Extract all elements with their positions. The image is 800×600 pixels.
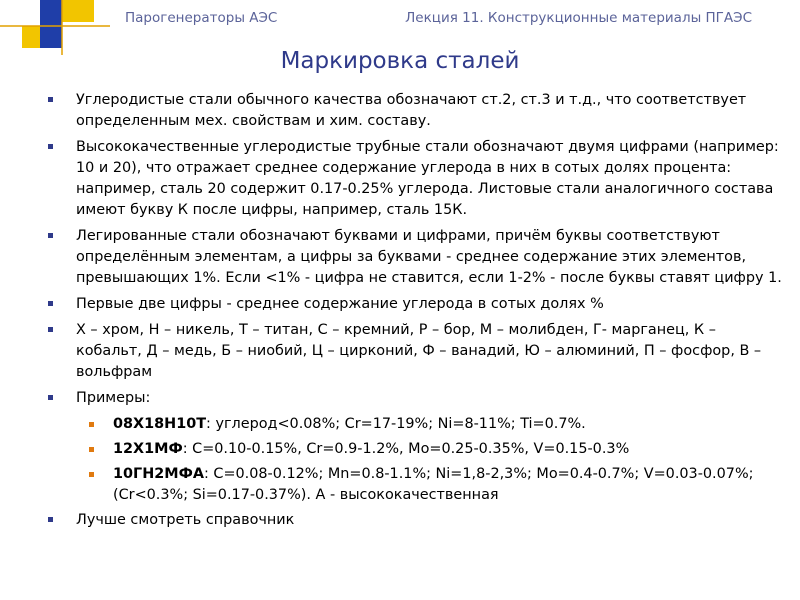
slide-title: Маркировка сталей [280, 48, 520, 74]
orange-bullet-icon [89, 447, 94, 452]
square-bullet-icon [48, 97, 53, 102]
steel-composition: : С=0.10-0.15%, Cr=0.9-1.2%, Mo=0.25-0.35%, V=0.15-0.3% [182, 441, 630, 457]
list-item-text: Высококачественные углеродистые трубные стали обозначают двумя цифрами (например: 10 и 20), что отражает среднее содержание углерода в них в сотых долях процента: например, сталь 20 содержит 0.17-0.25% углерода. Листовые стали аналогичного состава имеют букву К после цифры, например, сталь 15К. [76, 139, 779, 218]
square-bullet-icon [48, 517, 53, 522]
steel-grade: 08Х18Н10Т [113, 416, 207, 432]
list-item [48, 320, 783, 383]
steel-composition: : углерод<0.08%; Cr=17-19%; Ni=8-11%; Ti=0.7%. [206, 416, 586, 432]
example-item [48, 464, 783, 506]
example-item [48, 439, 783, 460]
example-item [48, 414, 783, 435]
square-bullet-icon [48, 233, 53, 238]
square-bullet-icon [48, 327, 53, 332]
list-item [48, 137, 783, 221]
list-item-text: Лучше смотреть справочник [76, 512, 295, 528]
header-course-title: Парогенераторы АЭС [125, 10, 278, 26]
list-item [48, 510, 783, 531]
list-item [48, 294, 783, 315]
list-item [48, 388, 783, 409]
slide-logo [0, 0, 110, 55]
orange-bullet-icon [89, 472, 94, 477]
steel-grade: 10ГН2МФА [113, 466, 204, 482]
steel-grade: 12Х1МФ [113, 441, 183, 457]
square-bullet-icon [48, 144, 53, 149]
slide-content [48, 90, 783, 536]
list-item-text: Примеры: [76, 390, 151, 406]
header-lecture-title: Лекция 11. Конструкционные материалы ПГАЭС [405, 10, 752, 26]
list-item-text: Легированные стали обозначают буквами и цифрами, причём буквы соответствуют определённым элементам, а цифры за буквами - среднее содержание этих элементов, превышающих 1%. Если <1% - цифра не ставится, если 1-2% - после буквы ставят цифру 1. [76, 228, 782, 286]
list-item-text: Углеродистые стали обычного качества обозначают ст.2, ст.3 и т.д., что соответствует определенным мех. свойствам и хим. составу. [76, 92, 747, 129]
orange-bullet-icon [89, 422, 94, 427]
list-item [48, 226, 783, 289]
list-item [48, 90, 783, 132]
square-bullet-icon [48, 395, 53, 400]
list-item-text: Х – хром, Н – никель, Т – титан, С – кремний, Р – бор, М – молибден, Г- марганец, К – кобальт, Д – медь, Б – ниобий, Ц – цирконий, Ф – ванадий, Ю – алюминий, П – фосфор, В – вольфрам [76, 322, 762, 380]
list-item-text: Первые две цифры - среднее содержание углерода в сотых долях % [76, 296, 604, 312]
square-bullet-icon [48, 301, 53, 306]
steel-composition: : С=0.08-0.12%; Mn=0.8-1.1%; Ni=1,8-2,3%; Mo=0.4-0.7%; V=0.03-0.07%; (Cr<0.3%; Si=0.17-0.37%). А - высококачественная [113, 466, 754, 503]
